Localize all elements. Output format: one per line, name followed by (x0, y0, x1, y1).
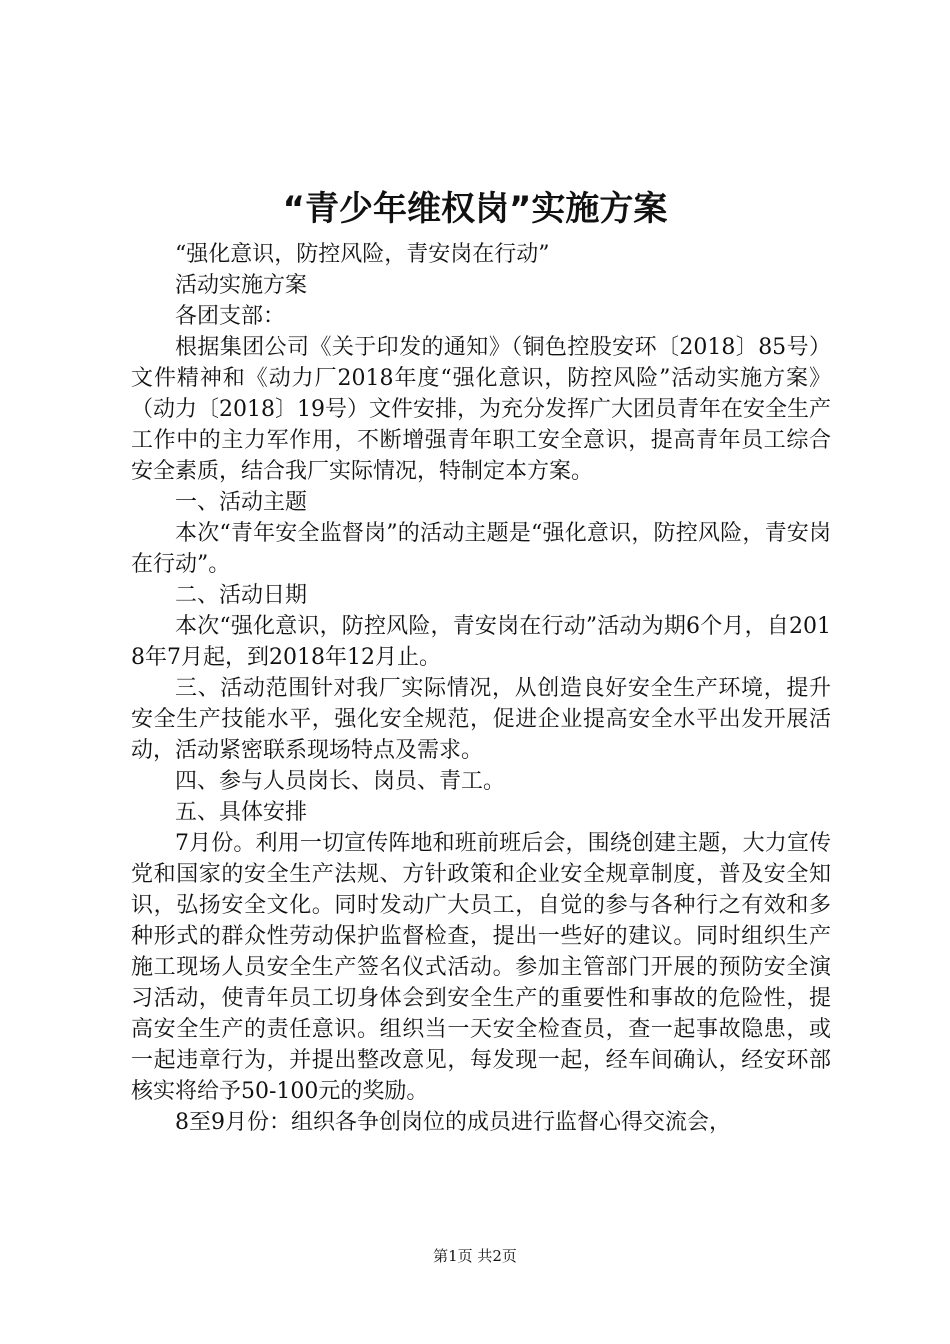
paragraph-salutation: 各团支部： (175, 304, 286, 329)
heading-arrangements: 五、具体安排 (175, 800, 308, 825)
page-footer: 第1页 共2页 (433, 1247, 517, 1265)
document-title: “青少年维权岗”实施方案 (282, 189, 668, 229)
paragraph-intro: 根据集团公司《关于印发的通知》（铜色控股安环〔2018〕85号）文件精神和《动力厂2018年度“强化意识，防控风险”活动实施方案》（动力〔2018〕19号）文件安排，为充分发挥广大团员青年在安全生产工作中的主力军作用，不断增强青年职工安全意识，提高青年员工综合安全素质，结合我厂实际情况，特制定本方案。 (131, 335, 831, 484)
paragraph-activity-date: 本次“强化意识，防控风险，青安岗在行动”活动为期6个月，自2018年7月起，到2018年12月止。 (131, 614, 831, 670)
paragraph-july: 7月份。利用一切宣传阵地和班前班后会，围绕创建主题，大力宣传党和国家的安全生产法规、方针政策和企业安全规章制度，普及安全知识，弘扬安全文化。同时发动广大员工，自觉的参与各种行之有效和多种形式的群众性劳动保护监督检查，提出一些好的建议。同时组织生产施工现场人员安全生产签名仪式活动。参加主管部门开展的预防安全演习活动，使青年员工切身体会到安全生产的重要性和事故的危险性，提高安全生产的责任意识。组织当一天安全检查员，查一起事故隐患，或一起违章行为，并提出整改意见，每发现一起，经车间确认，经安环部核实将给予50-100元的奖励。 (131, 831, 831, 1104)
paragraph-subtitle: 活动实施方案 (175, 273, 308, 298)
heading-activity-theme: 一、活动主题 (175, 490, 308, 515)
heading-activity-date: 二、活动日期 (175, 583, 308, 608)
paragraph-activity-scope: 三、活动范围针对我厂实际情况，从创造良好安全生产环境，提升安全生产技能水平，强化安全规范，促进企业提高安全水平出发开展活动，活动紧密联系现场特点及需求。 (131, 676, 831, 763)
paragraph-aug-sep: 8至9月份：组织各争创岗位的成员进行监督心得交流会， (175, 1110, 731, 1135)
document-body (131, 239, 831, 1138)
paragraph-activity-theme: 本次“青年安全监督岗”的活动主题是“强化意识，防控风险，青安岗在行动”。 (131, 521, 831, 577)
paragraph-slogan: “强化意识，防控风险，青安岗在行动” (175, 242, 550, 267)
paragraph-participants: 四、参与人员岗长、岗员、青工。 (175, 769, 506, 794)
